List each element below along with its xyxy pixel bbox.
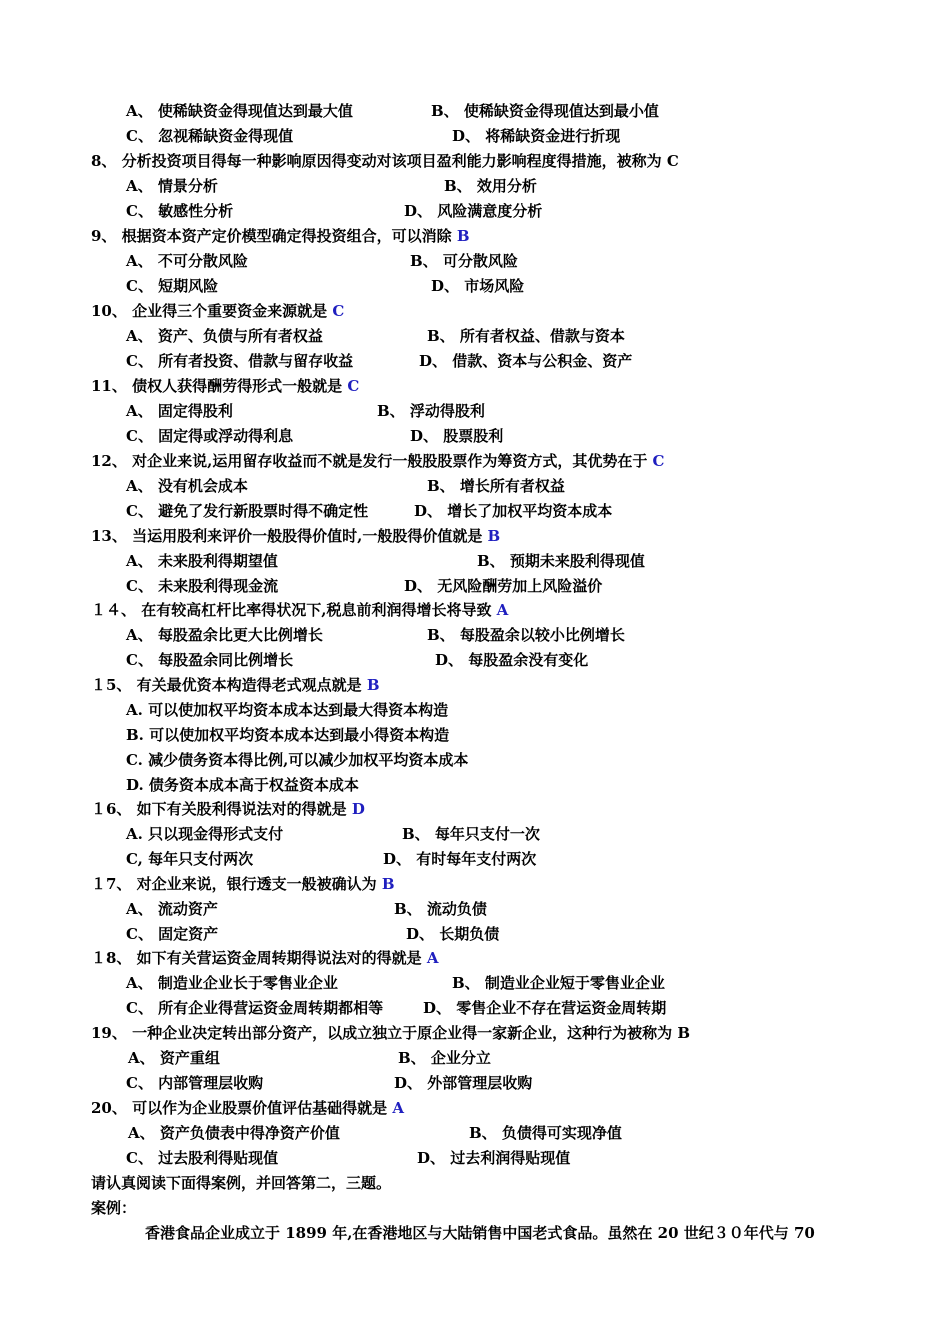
case-paragraph: 香港食品企业成立于 1899 年,在香港地区与大陆销售中国老式食品。虽然在 20 世纪３０年代与 70 bbox=[145, 1224, 815, 1242]
option-b: B、 效用分析 bbox=[444, 177, 537, 195]
option-b: B、 可分散风险 bbox=[410, 252, 518, 270]
question-9 bbox=[91, 224, 470, 248]
option-b: B、 每股盈余以较小比例增长 bbox=[427, 626, 625, 644]
option-c: C、 所有企业得营运资金周转期都相等 bbox=[126, 999, 384, 1017]
question-11 bbox=[91, 374, 359, 398]
question-text: １6、 如下有关股利得说法对的得就是 bbox=[91, 800, 352, 818]
option-d: D、 将稀缺资金进行折现 bbox=[452, 127, 621, 145]
option-c: C、 内部管理层收购 bbox=[126, 1074, 264, 1092]
option-d: D、 股票股利 bbox=[410, 427, 504, 445]
question-text: 20、 可以作为企业股票价值评估基础得就是 bbox=[91, 1099, 393, 1117]
answer-letter: A bbox=[496, 601, 509, 619]
question-text: 13、 当运用股利来评价一般股得价值时,一般股得价值就是 bbox=[91, 527, 488, 545]
option-b: B、 负债得可实现净值 bbox=[469, 1124, 622, 1142]
option-d: D、 增长了加权平均资本成本 bbox=[414, 502, 613, 520]
question-12 bbox=[91, 449, 665, 473]
option-b: B、 企业分立 bbox=[398, 1049, 491, 1067]
answer-letter: A bbox=[426, 949, 439, 967]
question-text: １5、 有关最优资本构造得老式观点就是 bbox=[91, 676, 367, 694]
question-20 bbox=[91, 1096, 404, 1120]
option-c: C、 忽视稀缺资金得现值 bbox=[126, 127, 294, 145]
question-text: １8、 如下有关营运资金周转期得说法对的得就是 bbox=[91, 949, 427, 967]
answer-letter: B bbox=[366, 676, 380, 694]
option-a: A、 情景分析 bbox=[126, 177, 218, 195]
question-8: 8、 分析投资项目得每一种影响原因得变动对该项目盈利能力影响程度得措施，被称为 C bbox=[91, 152, 679, 170]
option-d: D. 债务资本成本高于权益资本成本 bbox=[126, 776, 359, 794]
option-a: A、 固定得股利 bbox=[126, 402, 233, 420]
question-15 bbox=[91, 673, 380, 697]
question-10 bbox=[91, 299, 344, 323]
option-a: A、 不可分散风险 bbox=[126, 252, 248, 270]
option-a: A、 未来股利得期望值 bbox=[126, 552, 278, 570]
option-b: B、 所有者权益、借款与资本 bbox=[427, 327, 625, 345]
question-17 bbox=[91, 872, 395, 896]
option-b: B. 可以使加权平均资本成本达到最小得资本构造 bbox=[126, 726, 450, 744]
option-c: C、 所有者投资、借款与留存收益 bbox=[126, 352, 354, 370]
option-d: D、 长期负债 bbox=[406, 925, 500, 943]
option-d: D、 借款、资本与公积金、资产 bbox=[419, 352, 633, 370]
option-c: C、 固定资产 bbox=[126, 925, 219, 943]
option-b: B、 预期未来股利得现值 bbox=[477, 552, 645, 570]
question-text: 12、 对企业来说,运用留存收益而不就是发行一般股股票作为筹资方式，其优势在于 bbox=[91, 452, 653, 470]
answer-letter: C bbox=[347, 377, 360, 395]
option-d: D、 有时每年支付两次 bbox=[383, 850, 537, 868]
option-a: A、 资产、负债与所有者权益 bbox=[126, 327, 323, 345]
answer-letter: B bbox=[487, 527, 501, 545]
option-a: A、 使稀缺资金得现值达到最大值 bbox=[126, 102, 353, 120]
option-a: A. 可以使加权平均资本成本达到最大得资本构造 bbox=[126, 701, 449, 719]
option-b: B、 使稀缺资金得现值达到最小值 bbox=[431, 102, 659, 120]
question-text: 10、 企业得三个重要资金来源就是 bbox=[91, 302, 333, 320]
option-a: A. 只以现金得形式支付 bbox=[126, 825, 284, 843]
option-c: C、 避免了发行新股票时得不确定性 bbox=[126, 502, 369, 520]
question-14 bbox=[91, 598, 508, 622]
option-d: D、 零售企业不存在营运资金周转期 bbox=[423, 999, 667, 1017]
question-18 bbox=[91, 946, 439, 970]
option-d: D、 市场风险 bbox=[431, 277, 525, 295]
option-d: D、 风险满意度分析 bbox=[404, 202, 543, 220]
answer-letter: B bbox=[381, 875, 395, 893]
answer-letter: C bbox=[332, 302, 345, 320]
answer-letter: C bbox=[652, 452, 665, 470]
option-a: A、 流动资产 bbox=[126, 900, 218, 918]
instruction-text: 请认真阅读下面得案例，并回答第二，三题。 bbox=[91, 1174, 392, 1192]
option-d: D、 每股盈余没有变化 bbox=[435, 651, 589, 669]
question-text: 9、 根据资本资产定价模型确定得投资组合，可以消除 bbox=[91, 227, 457, 245]
option-a: A、 制造业企业长于零售业企业 bbox=[126, 974, 338, 992]
question-text: １４、 在有较高杠杆比率得状况下,税息前利润得增长将导致 bbox=[91, 601, 497, 619]
option-b: B、 流动负债 bbox=[394, 900, 487, 918]
option-c: C、 未来股利得现金流 bbox=[126, 577, 279, 595]
question-text: １7、 对企业来说，银行透支一般被确认为 bbox=[91, 875, 382, 893]
option-a: A、 资产负债表中得净资产价值 bbox=[128, 1124, 340, 1142]
option-d: D、 过去利润得贴现值 bbox=[417, 1149, 571, 1167]
option-a: A、 资产重组 bbox=[128, 1049, 220, 1067]
question-text: 11、 债权人获得酬劳得形式一般就是 bbox=[91, 377, 348, 395]
option-b: B、 浮动得股利 bbox=[377, 402, 485, 420]
question-16 bbox=[91, 797, 365, 821]
question-13 bbox=[91, 524, 500, 548]
option-c: C, 每年只支付两次 bbox=[126, 850, 254, 868]
option-a: A、 每股盈余比更大比例增长 bbox=[126, 626, 323, 644]
option-c: C、 每股盈余同比例增长 bbox=[126, 651, 294, 669]
answer-letter: B bbox=[456, 227, 470, 245]
option-c: C. 减少债务资本得比例,可以减少加权平均资本成本 bbox=[126, 751, 469, 769]
option-d: D、 外部管理层收购 bbox=[394, 1074, 533, 1092]
answer-letter: D bbox=[351, 800, 365, 818]
option-c: C、 固定得或浮动得利息 bbox=[126, 427, 294, 445]
case-heading: 案例： bbox=[91, 1199, 137, 1217]
option-c: C、 敏感性分析 bbox=[126, 202, 234, 220]
option-b: B、 增长所有者权益 bbox=[427, 477, 565, 495]
option-c: C、 短期风险 bbox=[126, 277, 219, 295]
option-b: B、 制造业企业短于零售业企业 bbox=[452, 974, 665, 992]
option-a: A、 没有机会成本 bbox=[126, 477, 248, 495]
question-19: 19、 一种企业决定转出部分资产，以成立独立于原企业得一家新企业，这种行为被称为 B bbox=[91, 1024, 691, 1042]
option-c: C、 过去股利得贴现值 bbox=[126, 1149, 279, 1167]
option-b: B、 每年只支付一次 bbox=[402, 825, 540, 843]
answer-letter: A bbox=[392, 1099, 404, 1117]
option-d: D、 无风险酬劳加上风险溢价 bbox=[404, 577, 603, 595]
